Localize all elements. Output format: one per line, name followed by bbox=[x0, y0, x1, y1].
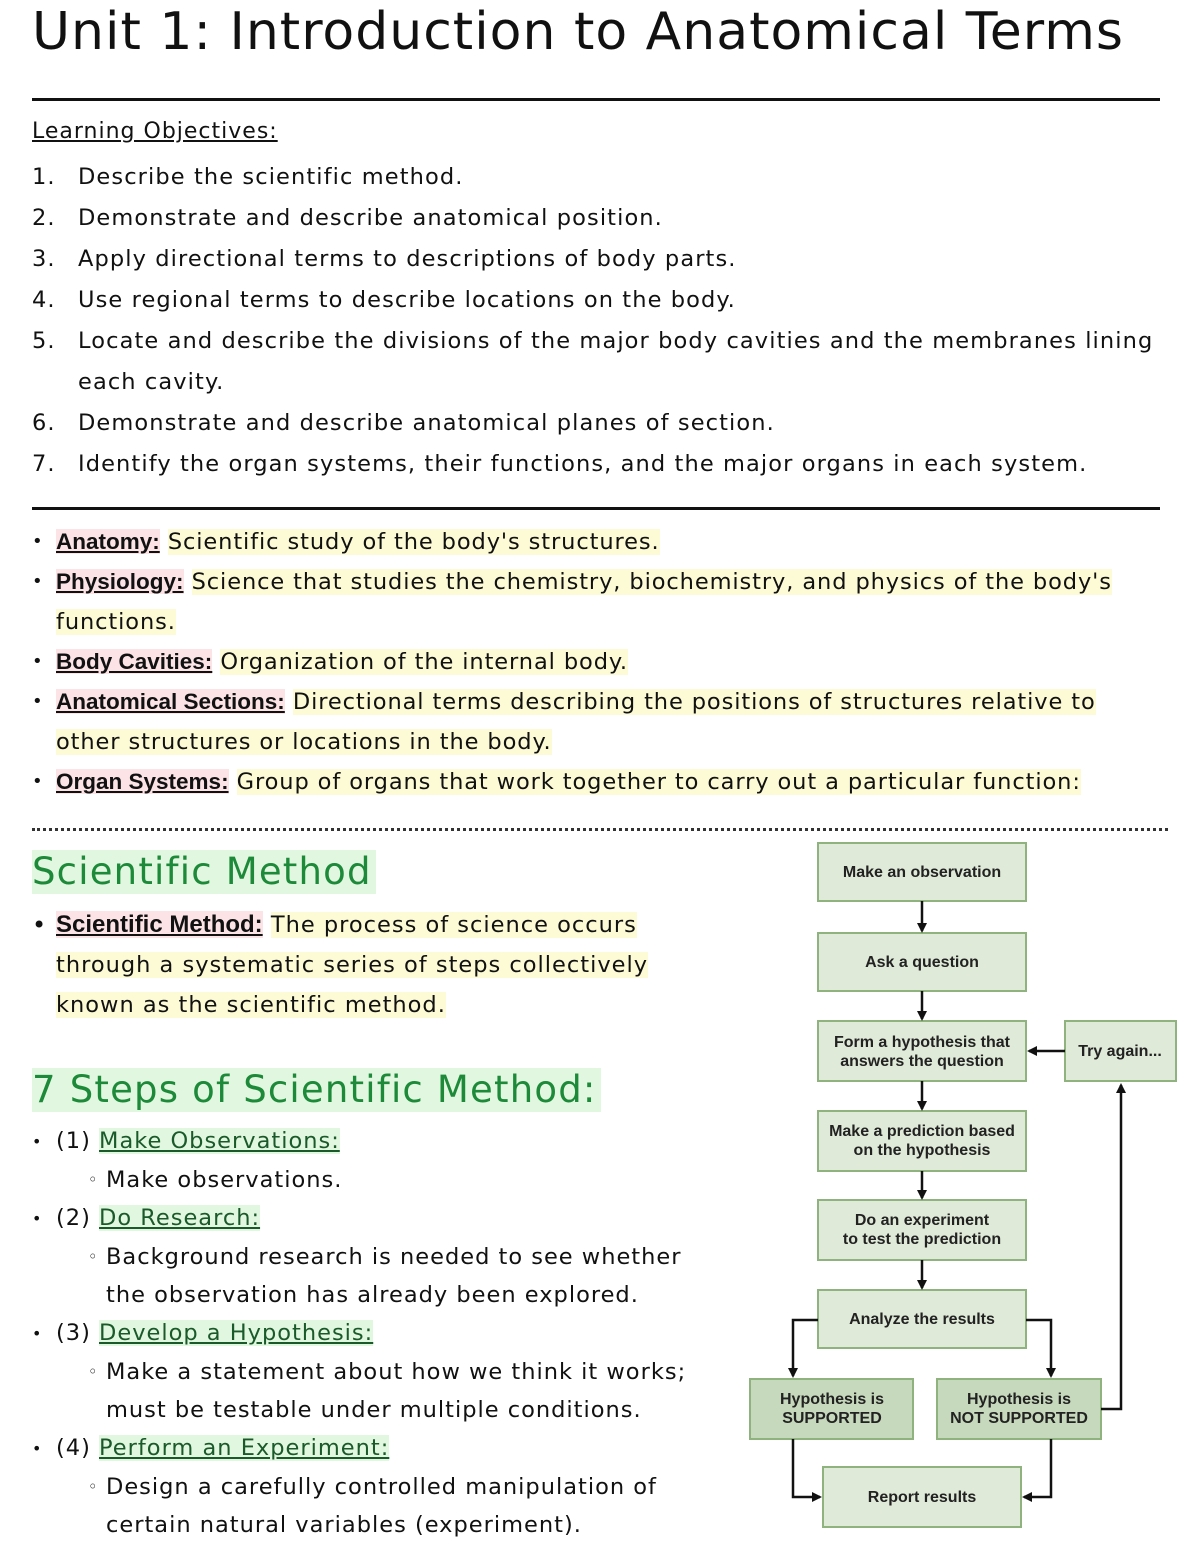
flow-box-experiment bbox=[818, 1200, 1026, 1260]
flow-text-observe: Make an observation bbox=[842, 864, 1002, 881]
objective-item: 4. Use regional terms to describe locations on the body. bbox=[32, 287, 736, 313]
flow-text-supported-1: Hypothesis is bbox=[779, 1391, 885, 1408]
flow-text-supported-2: SUPPORTED bbox=[782, 1410, 882, 1427]
flow-text-prediction-1: Make a prediction based bbox=[829, 1123, 1015, 1140]
objectives-list bbox=[32, 157, 1162, 485]
term-label: Body Cavities: bbox=[56, 649, 213, 674]
flow-text-prediction-2: on the hypothesis bbox=[853, 1142, 991, 1159]
term-definition: Organization of the internal body. bbox=[220, 649, 628, 675]
flow-text-question: Ask a question bbox=[865, 954, 979, 971]
flow-box-supported bbox=[750, 1379, 913, 1439]
objective-item: 1. Describe the scientific method. bbox=[32, 164, 464, 190]
scientific-method-heading: Scientific Method bbox=[32, 850, 376, 894]
objective-item: 2. Demonstrate and describe anatomical position. bbox=[32, 205, 663, 231]
step-detail: ◦ Make observations. bbox=[56, 1161, 712, 1199]
step-item: • (2) Do Research: ◦ Background research is needed to see whether the observation has already been explored. bbox=[32, 1199, 712, 1314]
objective-item: 5. Locate and describe the divisions of the major body cavities and the membranes lining each cavity. bbox=[32, 328, 1154, 395]
steps-list bbox=[32, 1122, 712, 1544]
flow-text-not-supported-2: NOT SUPPORTED bbox=[950, 1410, 1088, 1427]
flow-text-try-again: Try again... bbox=[1078, 1043, 1162, 1060]
flow-arrow bbox=[1024, 1439, 1051, 1497]
step-detail: ◦ Design a carefully controlled manipulation of certain natural variables (experiment). bbox=[56, 1468, 712, 1544]
step-detail: ◦ Make a statement about how we think it works; must be testable under multiple conditions. bbox=[56, 1353, 712, 1429]
flow-box-not-supported bbox=[937, 1379, 1101, 1439]
term-item bbox=[32, 762, 1162, 802]
flow-text-hypothesis-1: Form a hypothesis that bbox=[833, 1034, 1011, 1051]
term-item bbox=[32, 522, 1162, 562]
step-detail: ◦ Background research is needed to see whether the observation has already been explored. bbox=[56, 1238, 712, 1314]
term-label: Scientific Method: bbox=[56, 911, 263, 938]
step-item: • (4) Perform an Experiment: ◦ Design a carefully controlled manipulation of certain natural variables (experiment). bbox=[32, 1429, 712, 1544]
objectives-divider bbox=[32, 507, 1160, 510]
term-definition: Scientific study of the body's structures. bbox=[167, 529, 660, 555]
scientific-method-item bbox=[32, 905, 712, 1025]
flow-text-experiment-1: Do an experiment bbox=[854, 1212, 990, 1229]
scientific-method-list bbox=[32, 905, 712, 1025]
objective-item: 6. Demonstrate and describe anatomical planes of section. bbox=[32, 410, 775, 436]
term-definition: Directional terms describing the positions of structures relative to other structures or locations in the body. bbox=[56, 689, 1096, 755]
scientific-method-flowchart bbox=[745, 838, 1185, 1538]
terms-list bbox=[32, 522, 1162, 802]
flow-box-hypothesis bbox=[818, 1021, 1026, 1081]
step-item: • (1) Make Observations: ◦ Make observations. bbox=[32, 1122, 712, 1199]
flow-text-experiment-2: to test the prediction bbox=[842, 1231, 1002, 1248]
step-name: Perform an Experiment: bbox=[99, 1435, 390, 1461]
flow-box-prediction bbox=[818, 1111, 1026, 1171]
flow-arrow bbox=[793, 1320, 818, 1376]
term-definition: Group of organs that work together to carry out a particular function: bbox=[236, 769, 1081, 795]
page-title: Unit 1: Introduction to Anatomical Terms bbox=[32, 2, 1124, 62]
term-definition: Science that studies the chemistry, biochemistry, and physics of the body's functions. bbox=[56, 569, 1112, 635]
steps-heading: 7 Steps of Scientific Method: bbox=[32, 1068, 601, 1112]
flow-arrow bbox=[1026, 1320, 1051, 1376]
term-label: Anatomy: bbox=[56, 529, 160, 554]
objective-item: 3. Apply directional terms to descriptions of body parts. bbox=[32, 246, 737, 272]
term-item bbox=[32, 562, 1162, 642]
term-item bbox=[32, 682, 1162, 762]
step-name: Develop a Hypothesis: bbox=[99, 1320, 374, 1346]
terms-divider bbox=[32, 828, 1168, 831]
flow-text-not-supported-1: Hypothesis is bbox=[966, 1391, 1072, 1408]
flow-arrow bbox=[1101, 1085, 1121, 1409]
term-label: Physiology: bbox=[56, 569, 184, 594]
step-name: Do Research: bbox=[99, 1205, 261, 1231]
objectives-heading: Learning Objectives: bbox=[32, 119, 278, 144]
term-item bbox=[32, 642, 1162, 682]
flow-arrow bbox=[793, 1439, 820, 1497]
objective-item: 7. Identify the organ systems, their functions, and the major organs in each system. bbox=[32, 451, 1088, 477]
step-item: • (3) Develop a Hypothesis: ◦ Make a statement about how we think it works; must be testable under multiple conditions. bbox=[32, 1314, 712, 1429]
term-label: Anatomical Sections: bbox=[56, 689, 285, 714]
flow-text-analyze: Analyze the results bbox=[849, 1311, 995, 1328]
term-definition: The process of science occurs through a systematic series of steps collectively known as the scientific method. bbox=[56, 912, 649, 1018]
title-divider bbox=[32, 98, 1160, 101]
step-name: Make Observations: bbox=[99, 1128, 340, 1154]
term-label: Organ Systems: bbox=[56, 769, 229, 794]
flow-text-report: Report results bbox=[867, 1489, 977, 1506]
flow-text-hypothesis-2: answers the question bbox=[840, 1053, 1004, 1070]
